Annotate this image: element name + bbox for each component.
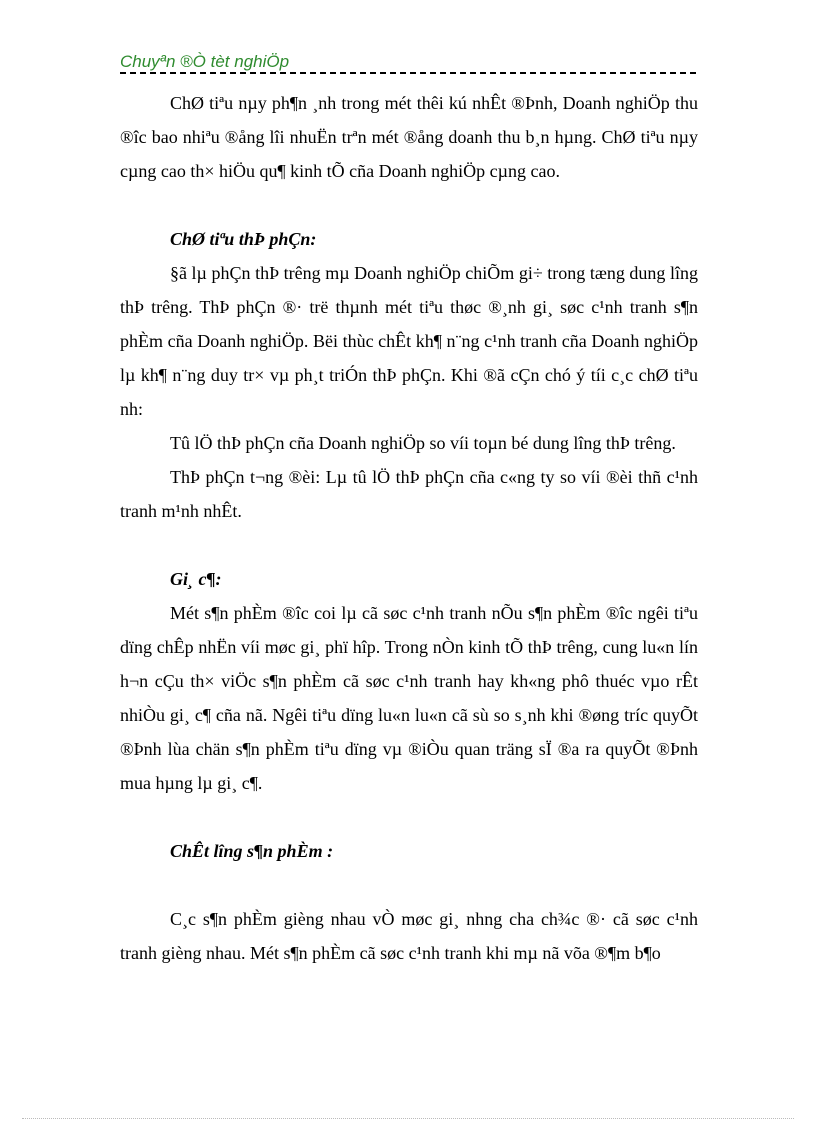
header-divider	[120, 72, 696, 74]
document-body	[120, 86, 698, 970]
heading-product-quality: ChÊt lîng s¶n phÈm :	[170, 841, 334, 861]
spacer	[120, 528, 698, 562]
paragraph-profit-ratio: ChØ tiªu nµy ph¶n ¸nh trong mét thêi kú nhÊt ®Þnh, Doanh nghiÖp thu ®îc bao nhiªu ®ång lîi nhuËn trªn mét ®ång doanh thu b¸n hµng. ChØ tiªu nµy cµng cao th× hiÖu qu¶ kinh tÕ cña Doanh nghiÖp cµng cao.	[120, 93, 698, 181]
paragraph-price: Mét s¶n phÈm ®îc coi lµ cã søc c¹nh tranh nÕu s¶n phÈm ®îc ngêi tiªu dïng chÊp nhËn víi møc gi¸ phï hîp. Trong nÒn kinh tÕ thÞ trêng, cung lu«n lín h¬n cÇu th× viÖc s¶n phÈm cã søc c¹nh tranh hay kh«ng phô thuéc vµo rÊt nhiÒu gi¸ c¶ cña nã. Ngêi tiªu dïng lu«n lu«n cã sù so s¸nh khi ®øng tríc quyÕt ®Þnh lùa chän s¶n phÈm tiªu dïng vµ ®iÒu quan träng sÏ ®a ra quyÕt ®Þnh mua hµng lµ gi¸ c¶.	[120, 603, 698, 793]
heading-market-share: ChØ tiªu thÞ phÇn:	[170, 229, 317, 249]
header-title: Chuyªn ®Ò tèt nghiÖp	[120, 52, 290, 71]
spacer	[120, 868, 698, 902]
paragraph-market-share: §ã lµ phÇn thÞ trêng mµ Doanh nghiÖp chiÕm gi÷ trong tæng dung lîng thÞ trêng. ThÞ phÇn ®· trë thµnh mét tiªu thøc ®¸nh gi¸ søc c¹nh tranh s¶n phÈm cña Doanh nghiÖp. Bëi thùc chÊt kh¶ n¨ng c¹nh tranh cña Doanh nghiÖp lµ kh¶ n¨ng duy tr× vµ ph¸t triÓn thÞ phÇn. Khi ®ã cÇn chó ý tíi c¸c chØ tiªu nh:	[120, 263, 698, 419]
heading-price: Gi¸ c¶:	[170, 569, 222, 589]
spacer	[120, 188, 698, 222]
page-bottom-border	[22, 1118, 794, 1119]
paragraph-share-ratio: Tû lÖ thÞ phÇn cña Doanh nghiÖp so víi toµn bé dung lîng thÞ trêng.	[170, 433, 676, 453]
paragraph-product-quality: C¸c s¶n phÈm gièng nhau vÒ møc gi¸ nhng cha ch¾c ®· cã søc c¹nh tranh gièng nhau. Mét s¶n phÈm cã søc c¹nh tranh khi mµ nã võa ®¶m b¶o	[120, 909, 698, 963]
paragraph-relative-share: ThÞ phÇn t¬ng ®èi: Lµ tû lÖ thÞ phÇn cña c«ng ty so víi ®èi thñ c¹nh tranh m¹nh nhÊt.	[120, 467, 698, 521]
page-header	[120, 52, 696, 78]
spacer	[120, 800, 698, 834]
